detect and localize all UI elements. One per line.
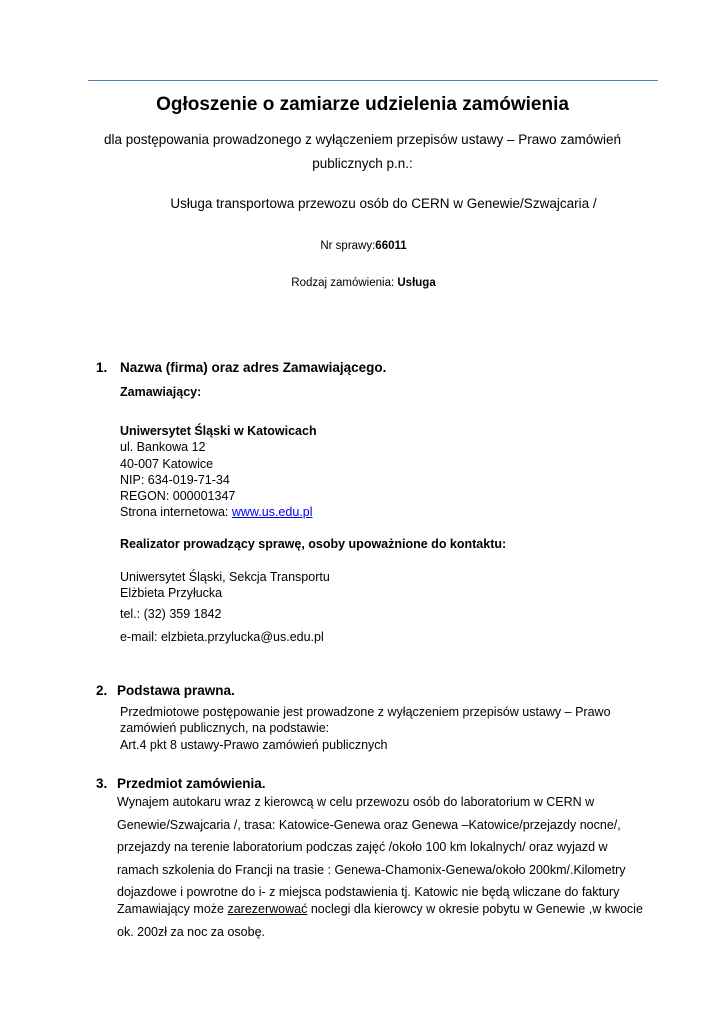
org-name: Uniwersytet Śląski w Katowicach [120,424,317,438]
legal-basis-line-2: zamówień publicznych, na podstawie: [120,721,330,736]
accommodation-text-before: Zamawiający może [117,902,228,916]
org-regon: REGON: 000001347 [120,489,236,504]
legal-basis-line-1: Przedmiotowe postępowanie jest prowadzone z wyłączeniem przepisów ustawy – Prawo [120,705,611,719]
section-3-title: Przedmiot zamówienia. [117,776,266,791]
order-kind-line [0,277,725,289]
case-number-line [0,240,725,252]
legal-basis-line-3: Art.4 pkt 8 ustawy-Prawo zamówień publicznych [120,737,388,752]
subject-line-1: Wynajem autokaru wraz z kierowcą w celu przewozu osób do laboratorium w CERN w [117,795,595,809]
website-link[interactable]: www.us.edu.pl [231,505,313,520]
contact-block [120,569,330,602]
section-2-heading [0,683,725,701]
contact-header: Realizator prowadzący sprawę, osoby upoważnione do kontaktu: [120,537,507,551]
section-3-paragraph-2 [117,898,643,943]
org-street: ul. Bankowa 12 [120,440,206,455]
case-number-label: Nr sprawy: [320,240,376,252]
contact-phone: tel.: (32) 359 1842 [120,607,222,621]
subject-line-5: dojazdowe i powrotne do i- z miejsca podstawienia tj. Katowic nie będą wliczane do faktury [117,885,620,899]
header-rule [88,80,658,81]
service-name: Usługa transportowa przewozu osób do CERN w Genewie/Szwajcaria / [170,196,597,211]
org-website-line [120,504,317,520]
section-2-body [120,704,611,753]
subject-line-2: Genewie/Szwajcaria /, trasa: Katowice-Genewa oraz Genewa –Katowice/przejazdy nocne/, [117,817,621,832]
section-1-heading [0,360,725,378]
section-3-paragraph-1 [117,791,626,904]
accommodation-line-2: ok. 200zł za noc za osobę. [117,924,266,939]
case-number-value: 66011 [375,240,407,252]
org-nip: NIP: 634-019-71-34 [120,472,230,487]
website-label: Strona internetowa: [120,505,232,520]
subject-line-4: ramach szkolenia do Francji na trasie : Genewa-Chamonix-Genewa/około 200km/.Kilometry [117,862,626,877]
subject-line-3: przejazdy na terenie laboratorium podczas zajęć /około 100 km lokalnych/ oraz wyjazd w [117,840,608,854]
order-kind-value: Usługa [397,277,436,289]
accommodation-underlined-word: zarezerwować [227,902,308,916]
contact-person: Elżbieta Przyłucka [120,586,223,601]
section-1-title: Nazwa (firma) oraz adres Zamawiającego. [120,360,387,375]
accommodation-text-after: noclegi dla kierowcy w okresie pobytu w Genewie ,w kwocie [307,902,643,916]
section-2-number: 2. [96,683,108,698]
org-city: 40-007 Katowice [120,456,214,471]
section-3-number: 3. [96,776,108,791]
section-2-title: Podstawa prawna. [117,683,235,698]
section-1-number: 1. [96,360,108,375]
accommodation-line-1 [117,898,643,921]
order-kind-label: Rodzaj zamówienia: [291,277,398,289]
contact-email: e-mail: elzbieta.przylucka@us.edu.pl [120,630,324,644]
document-subtitle: dla postępowania prowadzonego z wyłączeniem przepisów ustawy – Prawo zamówień publicznych p.n.: [103,132,622,171]
document-title: Ogłoszenie o zamiarze udzielenia zamówienia [156,94,569,115]
contact-org: Uniwersytet Śląski, Sekcja Transportu [120,570,330,584]
ordering-party-label: Zamawiający: [120,385,202,399]
ordering-party-address [120,423,317,521]
